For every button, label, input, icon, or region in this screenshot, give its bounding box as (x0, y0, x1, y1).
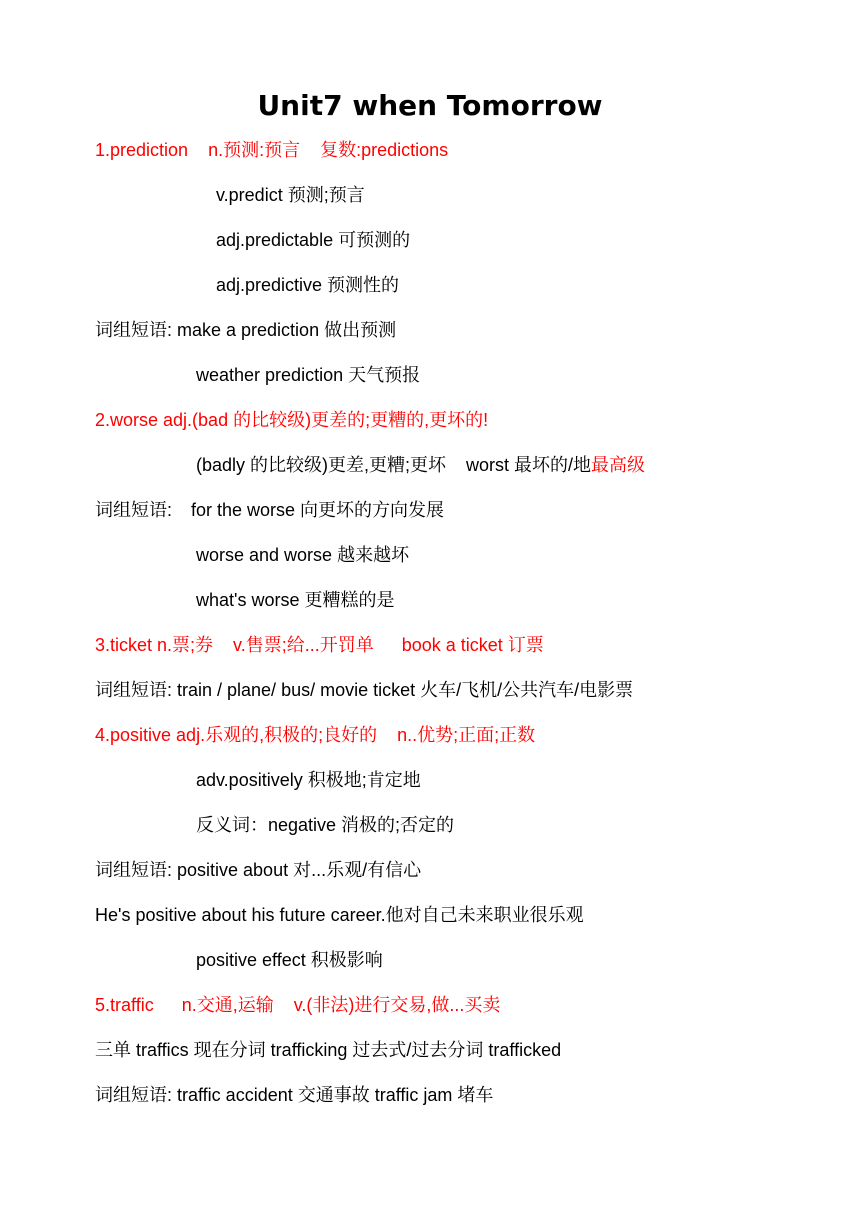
phrase-line: 词组短语: for the worse 向更坏的方向发展 (95, 500, 445, 520)
page-title: Unit7 when Tomorrow (257, 89, 603, 122)
entry-prediction-header (95, 138, 448, 162)
worse-comparative-line: (badly 的比较级)更差,更糟;更坏 worst 最坏的/地最高级 (196, 455, 646, 475)
entry-ticket-header: 3.ticket n.票;券 v.售票;给...开罚单 book a ticket 订票 (95, 635, 544, 655)
phrase-line: 词组短语: traffic accident 交通事故 traffic jam 堵车 (95, 1085, 494, 1105)
superlative-note: 最高级 (591, 455, 646, 475)
verb-form: v.predict 预测;预言 (216, 185, 365, 205)
adj-form-predictive: adj.predictive 预测性的 (216, 275, 400, 295)
phrase-line: weather prediction 天气预报 (196, 365, 421, 385)
phrase-line: worse and worse 越来越坏 (196, 545, 410, 565)
phrase-line: positive effect 积极影响 (196, 950, 383, 970)
adj-form-predictable: adj.predictable 可预测的 (216, 230, 411, 250)
example-sentence: He's positive about his future career.他对自己未来职业很乐观 (95, 905, 584, 925)
entry-worse-header: 2.worse adj.(bad 的比较级)更差的;更糟的,更坏的! (95, 410, 489, 430)
phrase-line: 词组短语: positive about 对...乐观/有信心 (95, 860, 422, 880)
phrase-line: 词组短语: make a prediction 做出预测 (95, 320, 397, 340)
entry-traffic-header: 5.traffic n.交通,运输 v.(非法)进行交易,做...买卖 (95, 995, 501, 1015)
plural-form: 复数:predictions (320, 140, 449, 160)
inflection-line: 三单 traffics 现在分词 trafficking 过去式/过去分词 trafficked (95, 1040, 562, 1060)
phrase-line: 词组短语: train / plane/ bus/ movie ticket 火车/飞机/公共汽车/电影票 (95, 680, 634, 700)
adverb-form: adv.positively 积极地;肯定地 (196, 770, 421, 790)
entry-positive-header: 4.positive adj.乐观的,积极的;良好的 n..优势;正面;正数 (95, 725, 536, 745)
antonym-line: 反义词：negative 消极的;否定的 (196, 815, 455, 835)
noun-meaning: n.预测:预言 (208, 140, 301, 160)
word-prediction: 1.prediction (95, 140, 189, 160)
phrase-line: what's worse 更糟糕的是 (196, 590, 395, 610)
